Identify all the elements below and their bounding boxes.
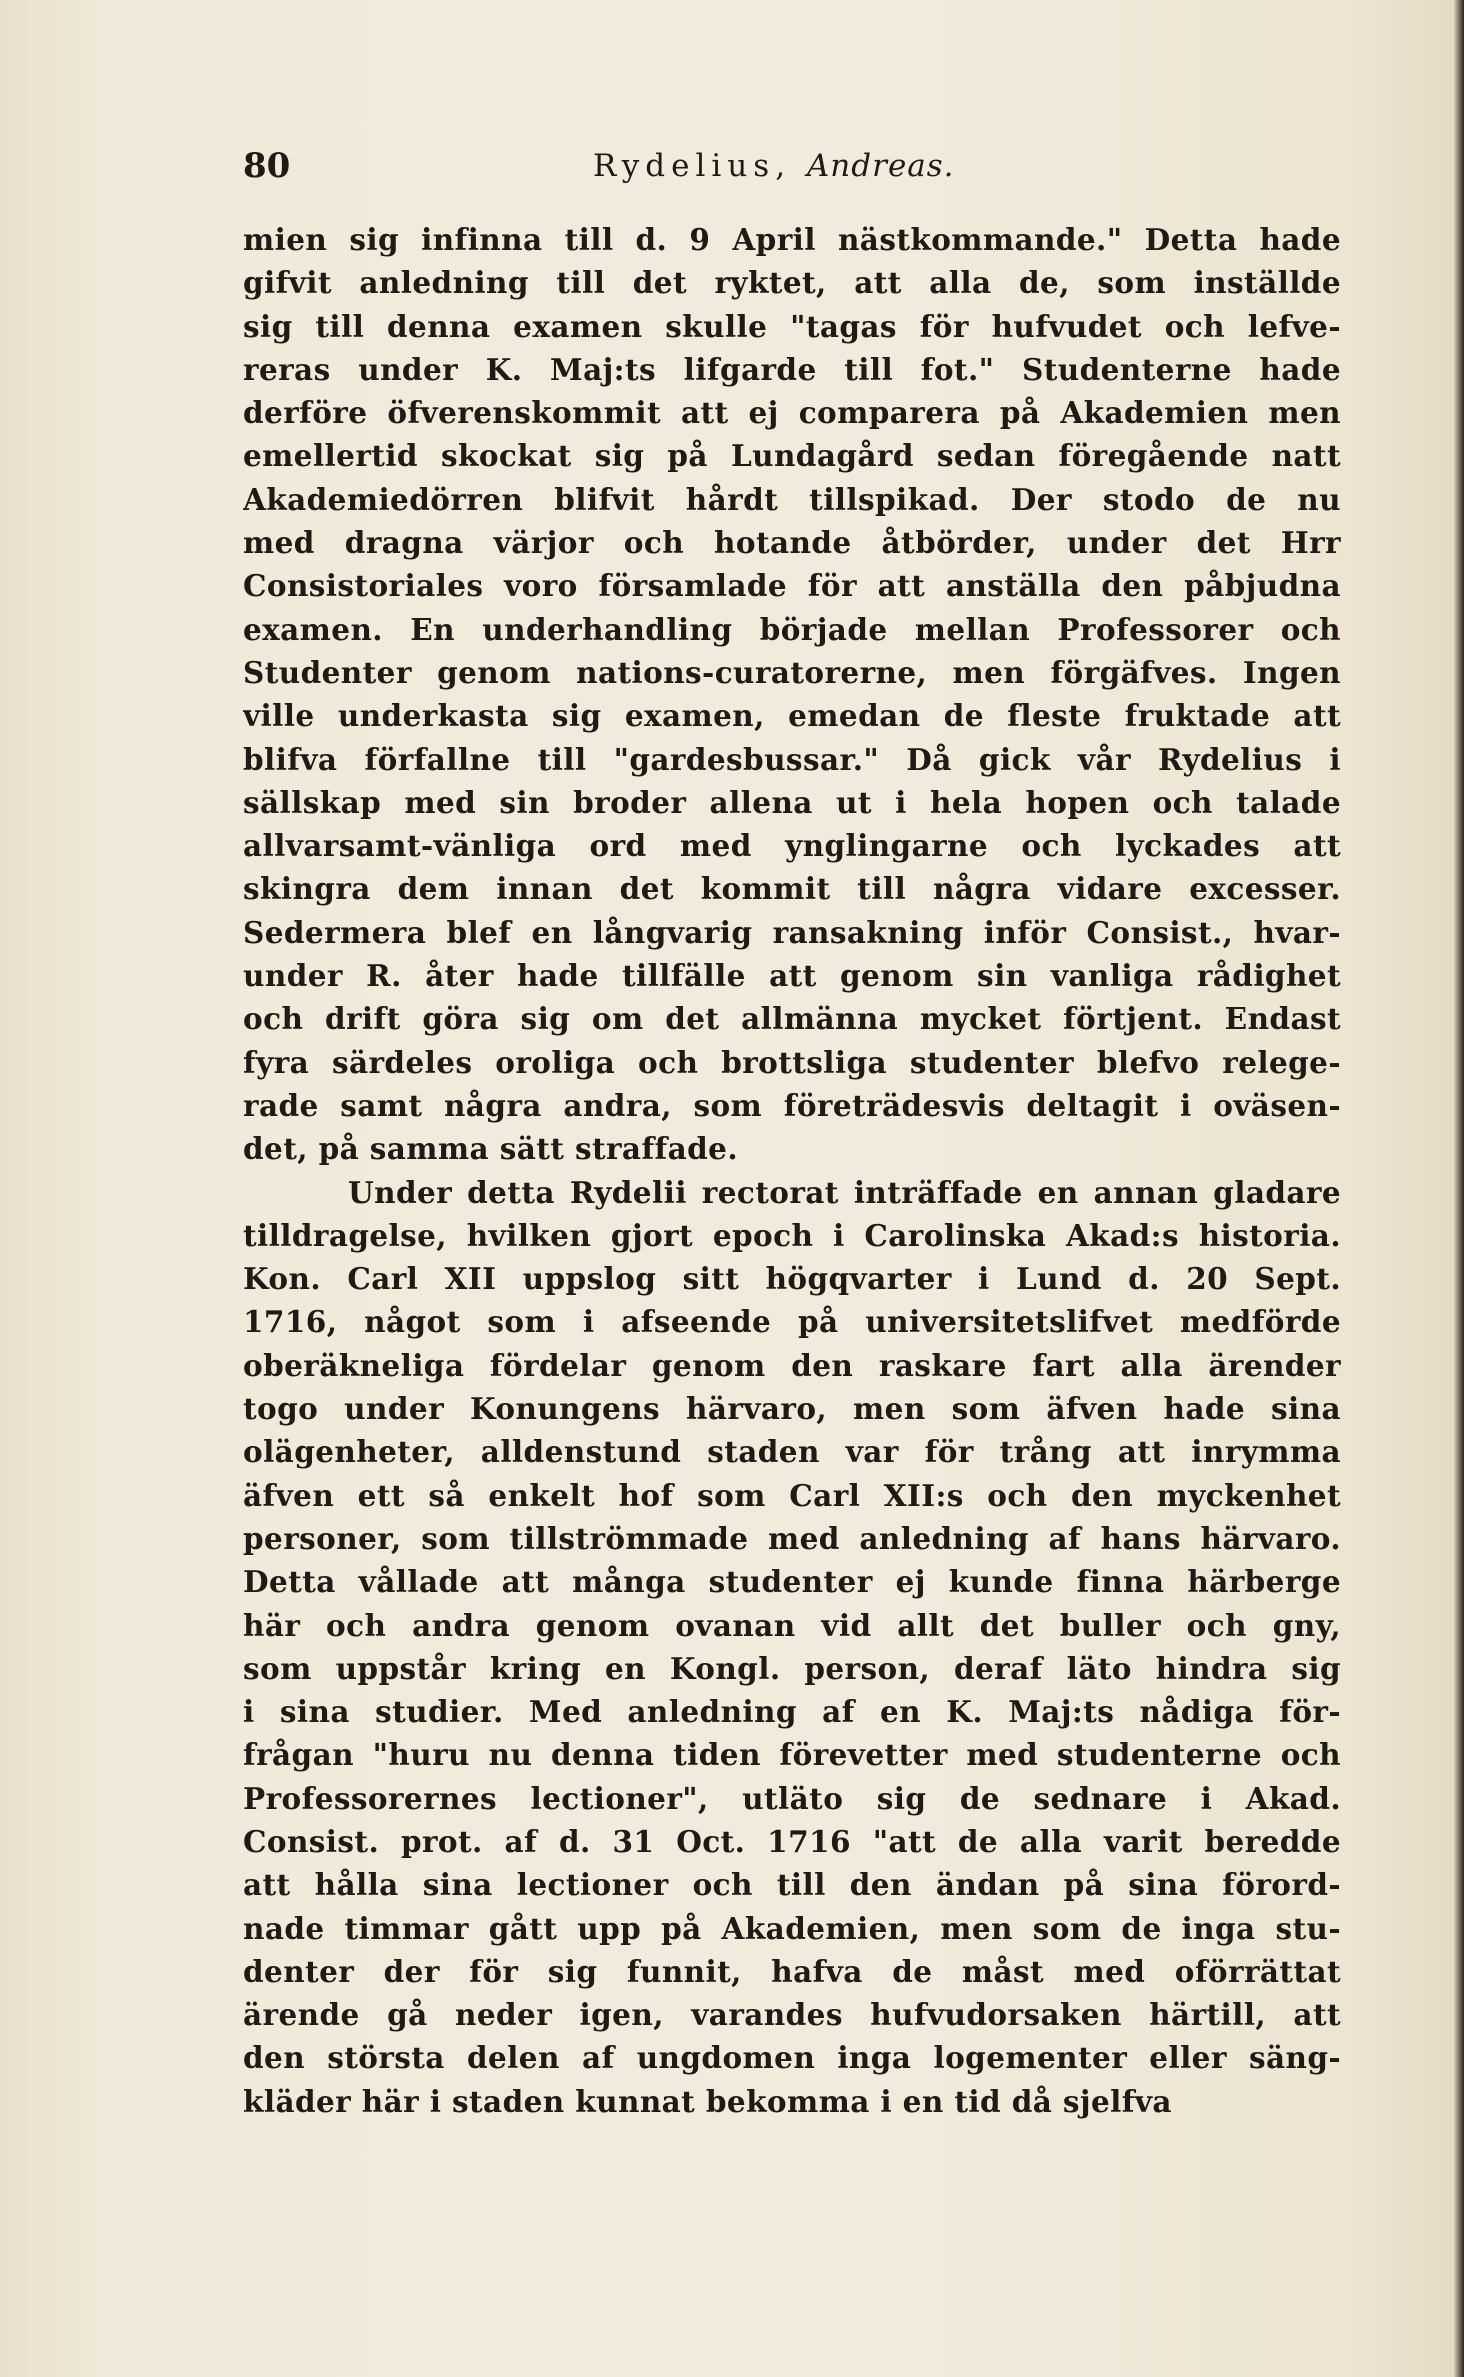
text-line: rade samt några andra, som företrädesvis deltagit i oväsen-: [243, 1087, 1341, 1123]
text-line: kläder här i staden kunnat bekomma i en tid då sjelfva: [243, 2083, 1172, 2119]
text-line: frågan "huru nu denna tiden förevetter med studenterne och: [243, 1737, 1341, 1773]
text-line: ärende gå neder igen, varandes hufvudorsaken härtill, att: [243, 1997, 1341, 2033]
text-line: olägenheter, alldenstund staden var för trång att inrymma: [243, 1434, 1341, 1470]
text-line: med dragna värjor och hotande åtbörder, under det Hrr: [243, 525, 1341, 561]
text-line: derföre öfverenskommit att ej comparera på Akademien men: [243, 395, 1341, 431]
text-line: emellertid skockat sig på Lundagård sedan föregående natt: [243, 438, 1341, 474]
text-line: mien sig infinna till d. 9 April nästkommande." Detta hade: [243, 222, 1341, 257]
page-header: [243, 146, 1323, 196]
text-line: nade timmar gått upp på Akademien, men som de inga stu-: [243, 1910, 1341, 1946]
text-line: fyra särdeles oroliga och brottsliga studenter blefvo relege-: [243, 1044, 1341, 1080]
text-line: äfven ett så enkelt hof som Carl XII:s och den myckenhet: [243, 1477, 1341, 1513]
text-line: personer, som tillströmmade med anledning af hans härvaro.: [243, 1520, 1341, 1556]
text-line: ville underkasta sig examen, emedan de fleste fruktade att: [243, 698, 1341, 734]
text-line: Akademiedörren blifvit hårdt tillspikad. Der stodo de nu: [243, 481, 1341, 517]
text-line: den största delen af ungdomen inga logementer eller säng-: [243, 2040, 1341, 2076]
text-line: reras under K. Maj:ts lifgarde till fot." Studenterne hade: [243, 351, 1341, 387]
text-line: under R. åter hade tillfälle att genom sin vanliga rådighet: [243, 958, 1341, 994]
text-line: Under detta Rydelii rectorat inträffade en annan gladare: [348, 1174, 1341, 1210]
text-line: gifvit anledning till det ryktet, att alla de, som inställde: [243, 265, 1341, 301]
text-line: Consistoriales voro församlade för att anställa den påbjudna: [243, 568, 1341, 604]
running-head-author: Rydelius,: [593, 148, 807, 184]
text-line: Detta vållade att många studenter ej kunde finna härberge: [243, 1564, 1341, 1600]
body-text: [243, 218, 1341, 2123]
page-edge-shadow: [1454, 0, 1464, 2377]
running-head: [593, 148, 955, 184]
text-line: Professorernes lectioner", utläto sig de sednare i Akad.: [243, 1780, 1341, 1816]
text-line: Studenter genom nations-curatorerne, men förgäfves. Ingen: [243, 654, 1341, 690]
running-head-forename: Andreas.: [806, 148, 955, 184]
text-line: 1716, något som i afseende på universitetslifvet medförde: [243, 1304, 1341, 1340]
text-line: tilldragelse, hvilken gjort epoch i Carolinska Akad:s historia.: [243, 1217, 1341, 1253]
text-line: här och andra genom ovanan vid allt det buller och gny,: [243, 1607, 1341, 1643]
page-number: 80: [243, 146, 291, 186]
text-line: oberäkneliga fördelar genom den raskare fart alla ärender: [243, 1347, 1341, 1383]
text-line: att hålla sina lectioner och till den ändan på sina förord-: [243, 1867, 1341, 1903]
text-line: och drift göra sig om det allmänna mycket förtjent. Endast: [243, 1001, 1341, 1037]
text-line: denter der för sig funnit, hafva de måst med oförrättat: [243, 1953, 1341, 1989]
text-line: Kon. Carl XII uppslog sitt högqvarter i Lund d. 20 Sept.: [243, 1261, 1341, 1297]
text-line: det, på samma sätt straffade.: [243, 1131, 739, 1167]
text-line: som uppstår kring en Kongl. person, deraf läto hindra sig: [243, 1650, 1341, 1686]
text-line: sig till denna examen skulle "tagas för hufvudet och lefve-: [243, 308, 1341, 344]
text-line: skingra dem innan det kommit till några vidare excesser.: [243, 871, 1341, 907]
text-line: Sedermera blef en långvarig ransakning inför Consist., hvar-: [243, 914, 1341, 950]
text-line: togo under Konungens härvaro, men som äfven hade sina: [243, 1391, 1341, 1427]
text-line: Consist. prot. af d. 31 Oct. 1716 "att de alla varit beredde: [243, 1823, 1341, 1859]
text-line: sällskap med sin broder allena ut i hela hopen och talade: [243, 784, 1341, 820]
text-line: blifva förfallne till "gardesbussar." Då gick vår Rydelius i: [243, 741, 1341, 777]
text-line: i sina studier. Med anledning af en K. Maj:ts nådiga för-: [243, 1694, 1341, 1730]
text-line: examen. En underhandling började mellan Professorer och: [243, 611, 1341, 647]
text-line: allvarsamt-vänliga ord med ynglingarne och lyckades att: [243, 828, 1341, 864]
